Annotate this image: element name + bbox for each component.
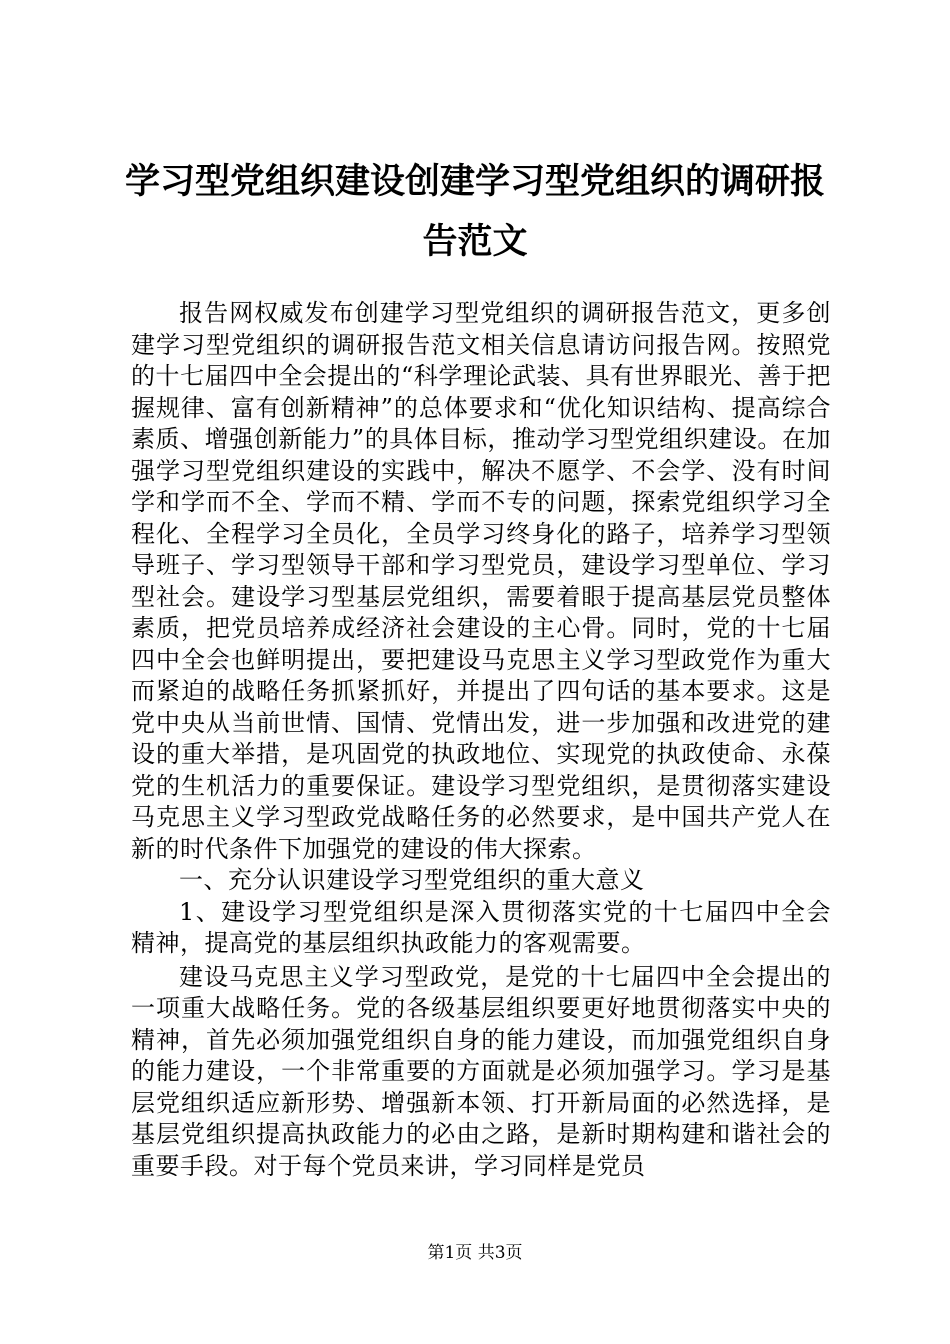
document-title-line-2: 告范文 <box>422 221 528 262</box>
page-footer: 第1页 共3页 <box>427 1243 523 1263</box>
intro-paragraph: 报告网权威发布创建学习型党组织的调研报告范文，更多创建学习型党组织的调研报告范文相关信息请访问报告网。按照党的十七届四中全会提出的“科学理论武装、具有世界眼光、善于把握规律、富有创新精神”的总体要求和“优化知识结构、提高综合素质、增强创新能力”的具体目标，推动学习型党组织建设。在加强学习型党组织建设的实践中，解决不愿学、不会学、没有时间学和学而不全、学而不精、学而不专的问题，探索党组织学习全程化、全程学习全员化，全员学习终身化的路子，培养学习型领导班子、学习型领导干部和学习型党员，建设学习型单位、学习型社会。建设学习型基层党组织，需要着眼于提高基层党员整体素质，把党员培养成经济社会建设的主心骨。同时，党的十七届四中全会也鲜明提出，要把建设马克思主义学习型政党作为重大而紧迫的战略任务抓紧抓好，并提出了四句话的基本要求。这是党中央从当前世情、国情、党情出发，进一步加强和改进党的建设的重大举措，是巩固党的执政地位、实现党的执政使命、永葆党的生机活力的重要保证。建设学习型党组织，是贯彻落实建设马克思主义学习型政党战略任务的必然要求，是中国共产党人在新的时代条件下加强党的建设的伟大探索。 <box>131 299 831 863</box>
document-body <box>131 298 831 1182</box>
subsection-heading: 1、建设学习型党组织是深入贯彻落实党的十七届四中全会精神，提高党的基层组织执政能力的客观需要。 <box>131 897 831 957</box>
section-heading: 一、充分认识建设学习型党组织的重大意义 <box>179 866 645 894</box>
body-paragraph: 建设马克思主义学习型政党，是党的十七届四中全会提出的一项重大战略任务。党的各级基层组织要更好地贯彻落实中央的精神，首先必须加强党组织自身的能力建设，而加强党组织自身的能力建设，一个非常重要的方面就是必须加强学习。学习是基层党组织适应新形势、增强新本领、打开新局面的必然选择，是基层党组织提高执政能力的必由之路，是新时期构建和谐社会的重要手段。对于每个党员来讲，学习同样是党员 <box>131 962 831 1180</box>
document-title-line-1: 学习型党组织建设创建学习型党组织的调研报 <box>124 161 825 202</box>
